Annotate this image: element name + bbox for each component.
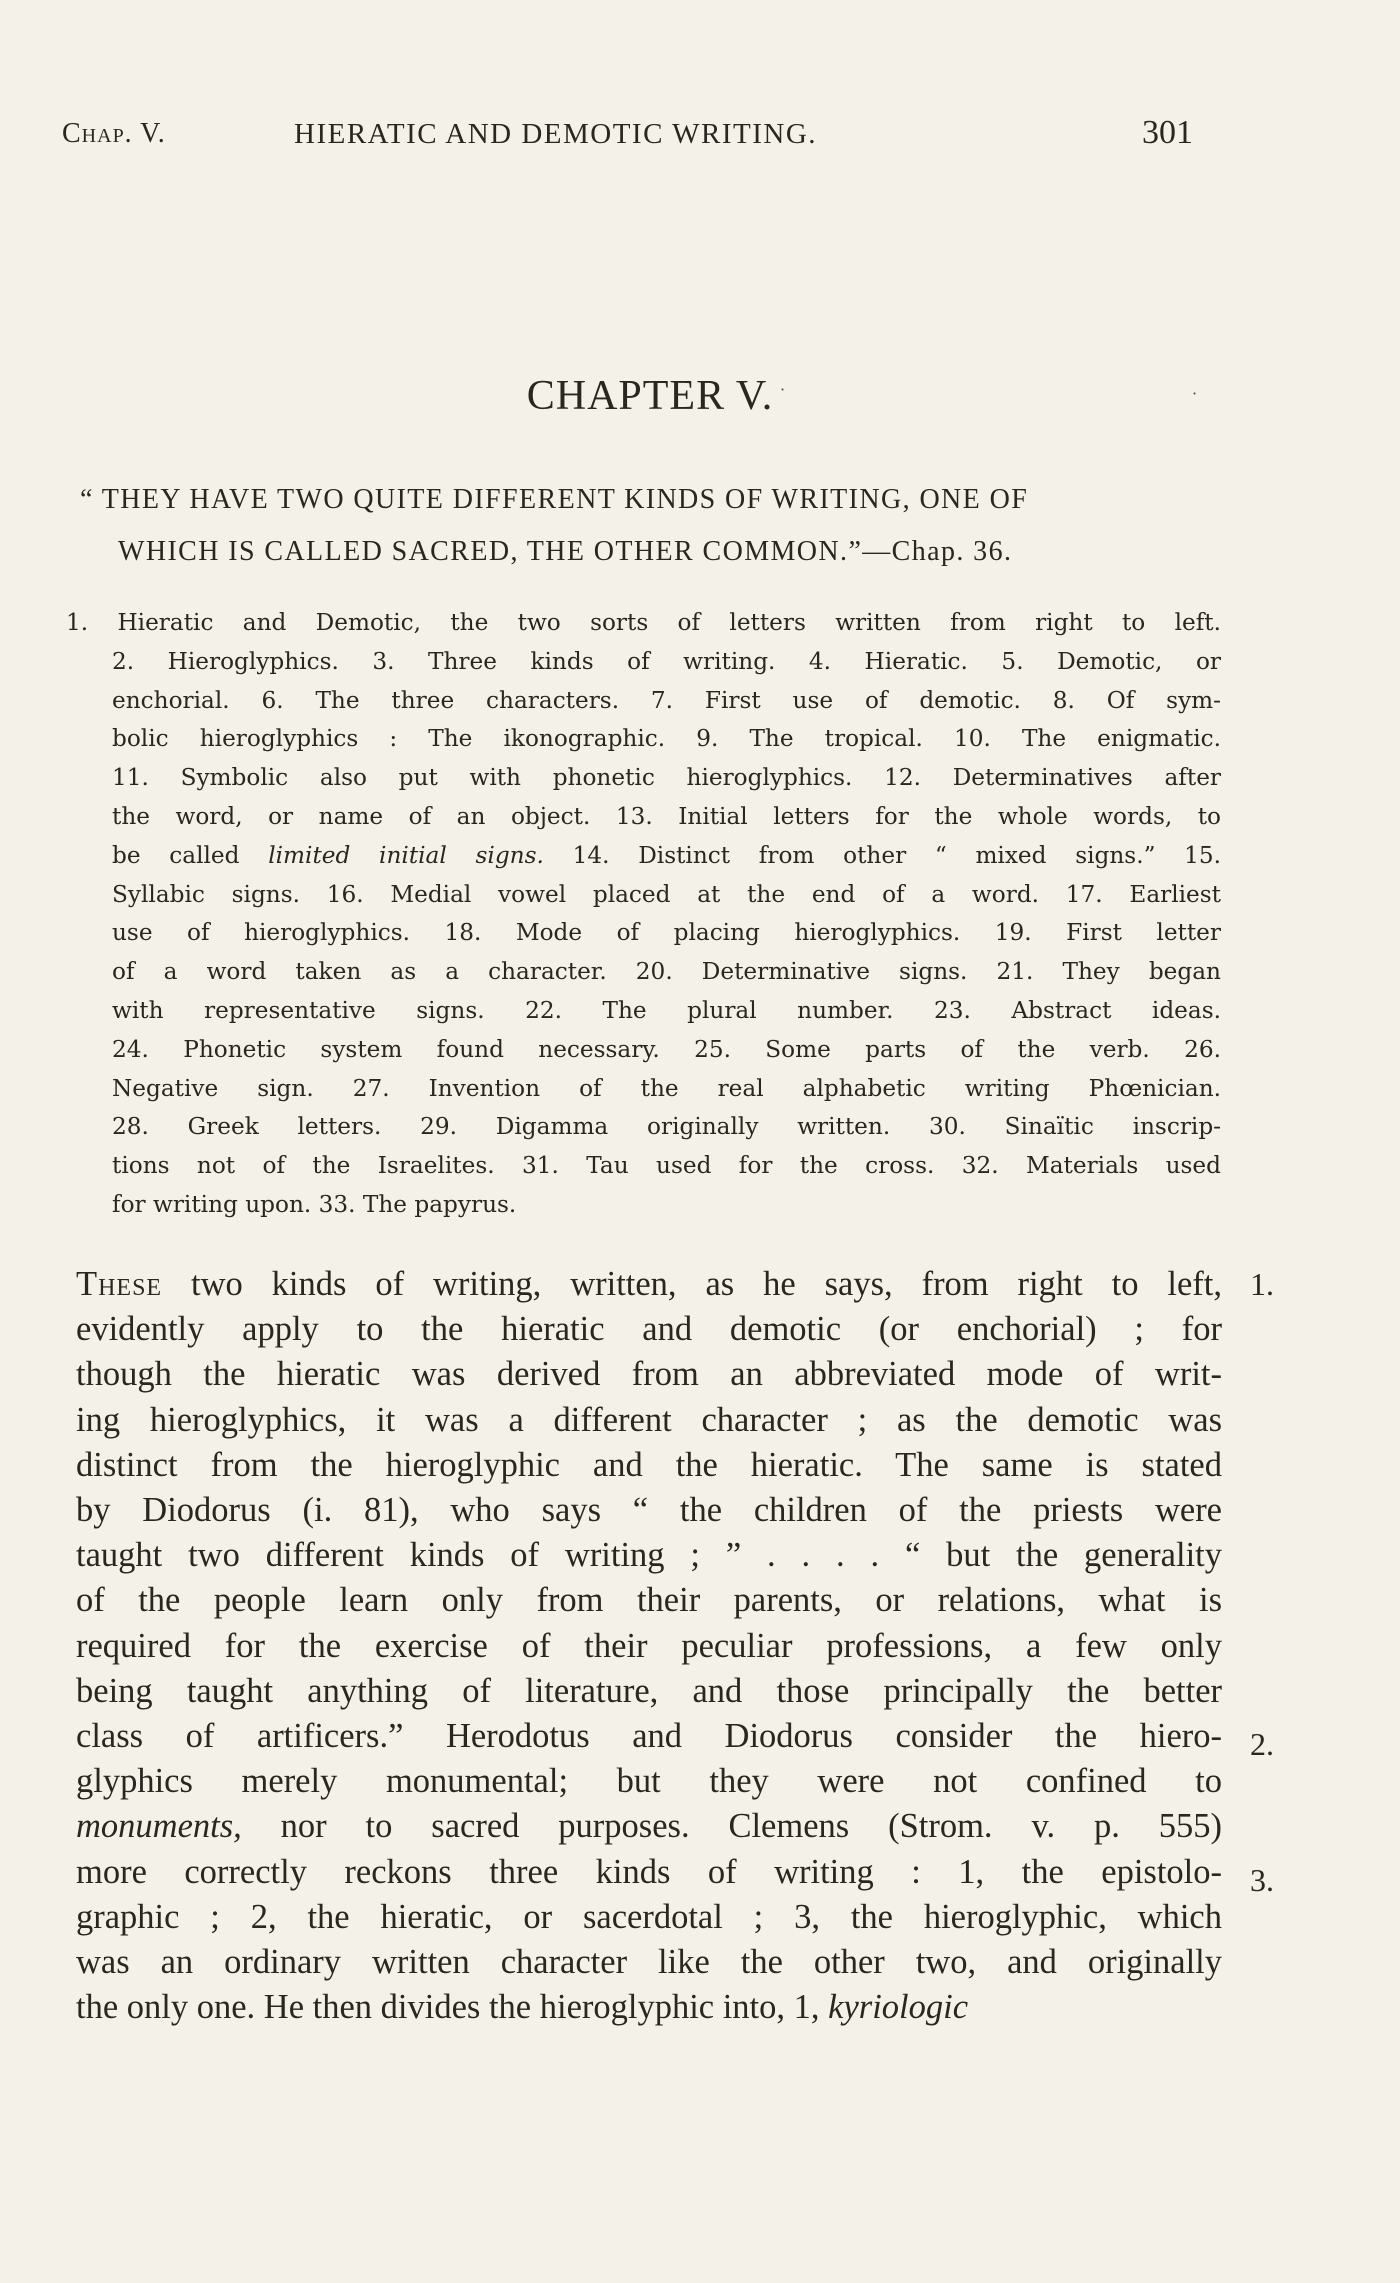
header-chapter-label: Chap. V. xyxy=(62,118,166,149)
body-line: was an ordinary written character like the other two, and originally xyxy=(76,1943,1222,1982)
body-line xyxy=(76,1262,1222,1307)
body-line: more correctly reckons three kinds of writing : 1, the epistolo- xyxy=(76,1852,1222,1891)
body-line xyxy=(76,1804,1222,1849)
body-line: by Diodorus (i. 81), who says “ the children of the priests were xyxy=(76,1491,1222,1530)
body-line: ing hieroglyphics, it was a different character ; as the demotic was xyxy=(76,1400,1222,1439)
italic-word: monuments, xyxy=(76,1807,242,1846)
body-line: evidently apply to the hieratic and demotic (or enchorial) ; for xyxy=(76,1310,1222,1349)
body-line-text: nor to sacred purposes. Clemens (Strom. v. p. 555) xyxy=(241,1807,1222,1846)
summary-line: use of hieroglyphics. 18. Mode of placing hieroglyphics. 19. First letter xyxy=(112,919,1221,947)
body-line: though the hieratic was derived from an abbreviated mode of writ- xyxy=(76,1355,1222,1394)
summary-line: 2. Hieroglyphics. 3. Three kinds of writing. 4. Hieratic. 5. Demotic, or xyxy=(112,647,1221,675)
margin-section-number: 1. xyxy=(1250,1266,1274,1302)
summary-line: 24. Phonetic system found necessary. 25. Some parts of the verb. 26. xyxy=(112,1035,1221,1063)
stray-ink-mark: · xyxy=(1192,384,1198,403)
body-line: distinct from the hieroglyphic and the hieratic. The same is stated xyxy=(76,1445,1222,1484)
lead-word: These xyxy=(76,1265,163,1303)
italic-word: kyriologic xyxy=(828,1988,969,2027)
summary-line: with representative signs. 22. The plural number. 23. Abstract ideas. xyxy=(112,996,1221,1024)
body-line: taught two different kinds of writing ; ” . . . . “ but the generality xyxy=(76,1536,1222,1575)
body-line: glyphics merely monumental; but they were not confined to xyxy=(76,1762,1222,1801)
running-header xyxy=(62,114,1222,158)
summary-line: Negative sign. 27. Invention of the real alphabetic writing Phœnician. xyxy=(112,1074,1221,1102)
header-running-title: HIERATIC AND DEMOTIC WRITING. xyxy=(294,118,818,150)
chapter-title: CHAPTER V. xyxy=(526,373,774,419)
body-line: required for the exercise of their peculiar professions, a few only xyxy=(76,1626,1222,1665)
body-line: graphic ; 2, the hieratic, or sacerdotal ; 3, the hieroglyphic, which xyxy=(76,1897,1222,1936)
header-page-number: 301 xyxy=(1142,114,1193,151)
stray-ink-mark: · xyxy=(780,380,786,399)
summary-text: be called xyxy=(112,841,269,869)
summary-line: bolic hieroglyphics : The ikonographic. 9. The tropical. 10. The enigmatic. xyxy=(112,725,1221,753)
summary-line: 28. Greek letters. 29. Digamma originally written. 30. Sinaïtic inscrip- xyxy=(112,1113,1221,1141)
body-paragraph xyxy=(76,1262,1222,2030)
body-line-text: two kinds of writing, written, as he says, from right to left, xyxy=(162,1265,1222,1303)
epigraph xyxy=(80,474,1220,578)
body-line: being taught anything of literature, and those principally the better xyxy=(76,1671,1222,1710)
summary-line: 11. Symbolic also put with phonetic hieroglyphics. 12. Determinatives after xyxy=(112,764,1221,792)
chapter-summary xyxy=(66,604,1221,1225)
summary-text: 14. Distinct from other “ mixed signs.” 15. xyxy=(543,841,1222,869)
epigraph-line: “ THEY HAVE TWO QUITE DIFFERENT KINDS OF WRITING, ONE OF xyxy=(80,484,1029,515)
summary-line-italic xyxy=(66,837,1221,876)
summary-line: for writing upon. 33. The papyrus. xyxy=(112,1190,517,1218)
body-line xyxy=(76,1985,1222,2030)
epigraph-line: WHICH IS CALLED SACRED, THE OTHER COMMON.”—Chap. 36. xyxy=(118,536,1013,567)
summary-line: tions not of the Israelites. 31. Tau used for the cross. 32. Materials used xyxy=(112,1152,1221,1180)
body-line-text: the only one. He then divides the hieroglyphic into, 1, xyxy=(76,1988,829,2027)
margin-section-number: 3. xyxy=(1250,1862,1274,1898)
summary-line: 1. Hieratic and Demotic, the two sorts of letters written from right to left. xyxy=(66,609,1221,636)
margin-section-number: 2. xyxy=(1250,1726,1274,1762)
summary-line: enchorial. 6. The three characters. 7. First use of demotic. 8. Of sym- xyxy=(112,686,1221,714)
summary-line: Syllabic signs. 16. Medial vowel placed at the end of a word. 17. Earliest xyxy=(112,880,1221,908)
summary-line: the word, or name of an object. 13. Initial letters for the whole words, to xyxy=(112,802,1221,830)
summary-line: of a word taken as a character. 20. Determinative signs. 21. They began xyxy=(112,958,1221,986)
italic-phrase: limited initial signs. xyxy=(268,841,544,869)
body-line: of the people learn only from their parents, or relations, what is xyxy=(76,1581,1222,1620)
body-line: class of artificers.” Herodotus and Diodorus consider the hiero- xyxy=(76,1717,1222,1756)
